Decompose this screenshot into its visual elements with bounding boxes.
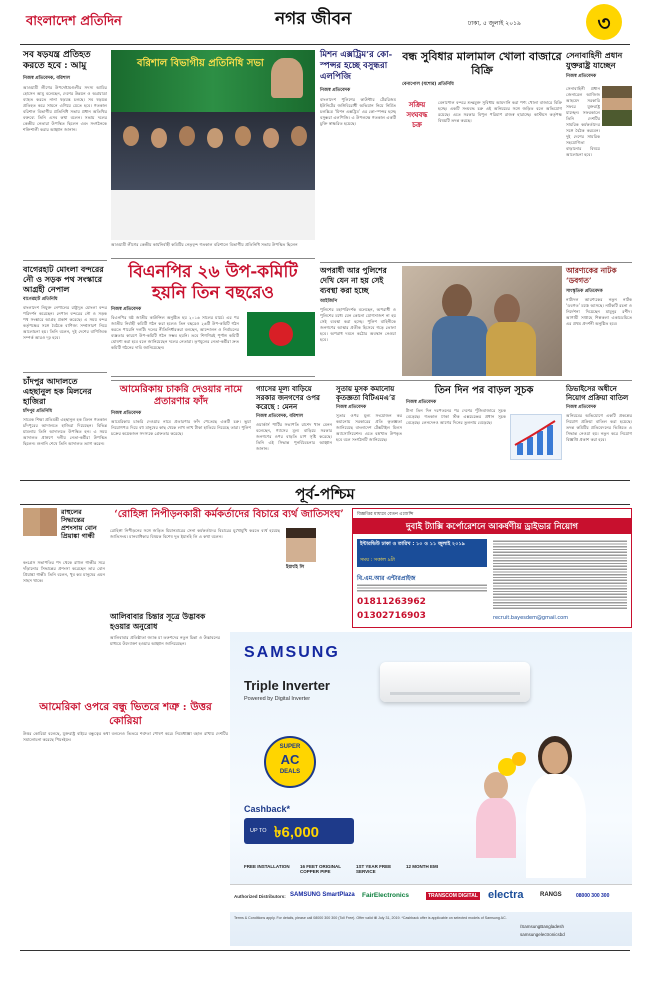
story-byline: নিজস্ব প্রতিবেদক bbox=[111, 307, 142, 312]
story-rohingya bbox=[110, 508, 348, 608]
story-headline: ডিভাইসের অধীনে নিয়োগ প্রক্রিয়া বাতিল bbox=[566, 384, 629, 402]
story-byline: নিজস্ব প্রতিবেদক bbox=[406, 400, 437, 405]
story-amu bbox=[23, 50, 107, 255]
dealer-electra: electra bbox=[488, 889, 524, 901]
offer-copper-pipe: 16 FEET ORIGINAL COPPER PIPE bbox=[300, 864, 341, 874]
story-btma bbox=[336, 384, 402, 474]
story-byline: সাংস্কৃতিক প্রতিবেদক bbox=[566, 289, 603, 294]
story-headline: গ্যাসের মূল্য বাড়িয়ে সরকার জনগণের ওপর করেছে : মেনন bbox=[256, 384, 320, 411]
family-graphic bbox=[458, 728, 628, 878]
story-body: উত্তর কোরিয়া বলেছে, যুক্তরাষ্ট্র বাইরে বন্ধুত্বের কথা বললেও ভিতরে শত্রুতা পোষণ করে। নিষেধাজ্ঞা বহাল রাখায় দেশটির সমালোচনা করেছে পিয়ংইয়ং। bbox=[23, 731, 228, 742]
story-aranyak bbox=[566, 266, 632, 378]
ad-samsung bbox=[230, 632, 632, 946]
story-body: বিএনপির ষষ্ঠ জাতীয় কাউন্সিল অনুষ্ঠিত হয় ২০১৬ সালের মার্চে। এর পর জাতীয় নির্বাহী কমিটি গঠন করা হলেও তিন বছরেও ২৬টি উপ-কমিটি গঠন করতে পারেনি দলটি। দলের নীতিনির্ধারকরা বলছেন, আন্দোলন ও নির্বাচনের ব্যস্ততার কারণে উপ-কমিটি গঠন সম্ভব হয়নি। তবে শিগগিরই পূর্ণাঙ্গ কমিটি ঘোষণা করা হবে বলে জানিয়েছেন দলের নেতারা। তৃণমূলের নেতা-কর্মীরা দ্রুত কমিটি গঠনের দাবি জানিয়েছেন। bbox=[111, 315, 239, 350]
dealers-label: Authorized Distributors: bbox=[234, 894, 286, 899]
dealer-transcom: TRANSCOM DIGITAL bbox=[428, 893, 478, 899]
story-byline: চাঁদপুর প্রতিনিধি bbox=[23, 409, 52, 414]
story-byline: নিজস্ব প্রতিবেদক, বরিশাল bbox=[256, 414, 304, 419]
story-body: আলিবাবার প্রতিষ্ঠাতা জ্যাক মা তরুণদের নতুন চিন্তা ও উদ্ভাবনের মাধ্যমে উদ্যোক্তা হওয়ার আহ্বান জানিয়েছেন। bbox=[110, 635, 220, 646]
story-headline: সব ষড়যন্ত্র প্রতিহত করতে হবে : আমু bbox=[23, 50, 91, 71]
story-mission-extreme bbox=[320, 50, 396, 260]
story-body: পুলিশের মহাপরিদর্শক বলেছেন, অপরাধী ও পুলিশের মধ্যে যেন কোনো যোগসাজশ না হয় সেই ব্যবস্থা করা হচ্ছে। পুলিশ বাহিনীকে জনগণের আস্থার প্রতীক হিসেবে গড়ে তোলা হবে। অপরাধ দমনে কঠোর অবস্থান নেওয়া হবে। bbox=[320, 307, 396, 342]
story-mongla bbox=[23, 264, 107, 369]
ad-dates: ইন্টারভিউ ঢাকা ও তারিখ : ১০ ও ১১ জুলাই ২০১৯ bbox=[360, 541, 465, 547]
page-number: ৩ bbox=[597, 11, 611, 35]
story-rahul-priyanka bbox=[23, 508, 105, 698]
story-chandpur bbox=[23, 376, 107, 476]
paper-logo: বাংলাদেশ প্রতিদিন bbox=[26, 14, 122, 29]
story-byline: বেনাপোল (যশোর) প্রতিনিধি bbox=[402, 82, 454, 87]
story-body: সুতার ওপর মূল্য সংযোজন কর কমানোয় সরকারের প্রতি কৃতজ্ঞতা জানিয়েছে বাংলাদেশ টেক্সটাইল মিলস অ্যাসোসিয়েশন। এতে বস্ত্রখাত উপকৃত হবে বলে সংগঠনটি জানিয়েছে। bbox=[336, 413, 402, 442]
offer-emi: 12 MONTH EMI bbox=[406, 864, 439, 869]
story-body: ওয়ার্কার্স পার্টির সভাপতি রাশেদ খান মেনন বলেছেন, গ্যাসের মূল্য বাড়িয়ে সরকার জনগণের ওপর বাড়তি চাপ সৃষ্টি করেছে। তিনি এই সিদ্ধান্ত পুনর্বিবেচনার আহ্বান জানান। bbox=[256, 422, 332, 451]
banner-portrait bbox=[271, 58, 303, 98]
ad-phone-1: 01811263962 bbox=[357, 597, 426, 607]
dealer-smartplaza: SAMSUNG SmartPlaza bbox=[290, 892, 355, 898]
story-body: নাট্যদল আরণ্যকের নতুন নাটক ‘ডবগত’ মঞ্চে আসছে। নাটকটি রচনা ও নির্দেশনা দিয়েছেন মামুনুর রশীদ। আগামী সপ্তাহে শিল্পকলা একাডেমিতে এর প্রথম প্রদর্শনী অনুষ্ঠিত হবে। bbox=[566, 297, 632, 326]
ad-dubai-taxi-job bbox=[352, 508, 632, 628]
story-headline: আলিবাবার চিন্তার সূত্রে উদ্ভাবক হওয়ার অনুরোধ bbox=[110, 612, 206, 631]
dealer-fair: FairElectronics bbox=[362, 892, 409, 899]
story-headline: মিশন এক্সট্রিম’র কো-স্পন্সর হচ্ছে বসুন্ধরা এলপিজি bbox=[320, 50, 393, 82]
story-north-korea bbox=[23, 700, 228, 800]
story-headline: বাগেরহাট মোংলা বন্দরের নৌ ও সড়ক পথ সংস্কারে আগ্রহী নেপাল bbox=[23, 264, 104, 294]
story-byline: নিজস্ব প্রতিবেদক bbox=[566, 74, 597, 79]
ac-unit-graphic bbox=[380, 662, 530, 702]
cashback-value: ৳6,000 bbox=[274, 824, 320, 841]
badge-line-2: AC bbox=[280, 752, 300, 767]
story-headline: রাহুলের সিদ্ধান্তের প্রশংসায় বোন প্রিয়াঙ্কা গান্ধী bbox=[61, 508, 97, 540]
samsung-logo: SAMSUNG bbox=[244, 644, 340, 661]
offer-free-service: 1ST YEAR FREE SERVICE bbox=[356, 864, 392, 874]
story-body: টানা তিন দিন দরপতনের পর দেশের পুঁজিবাজারে সূচক বেড়েছে। গতকাল ঢাকা স্টক এক্সচেঞ্জের প্রধান সূচক বেড়েছে। লেনদেনও আগের দিনের তুলনায় বেড়েছে। bbox=[406, 408, 506, 425]
story-body: সেনাবাহিনী প্রধান জেনারেল আজিজ আহমেদ সরকারি সফরে যুক্তরাষ্ট্র যাচ্ছেন। সফরকালে তিনি দেশটির সামরিক কর্মকর্তাদের সঙ্গে বৈঠক করবেন। দুই দেশের সামরিক সহযোগিতা বাড়ানোর বিষয়ে আলোচনা হবে। bbox=[566, 86, 600, 157]
masthead bbox=[0, 0, 650, 44]
terms-text: Terms & Conditions apply. For details, please call 08000 300 300 (Toll Free). Offer valid till July 31, 2019. *Cashback offer is applicable on selected models of Samsung AC. bbox=[234, 916, 507, 920]
story-body: আওয়ামী লীগের উপদেষ্টামণ্ডলীর সদস্য আমির হোসেন আমু বলেছেন, দেশের উন্নয়ন ও অগ্রযাত্রা ব্যাহত করতে নানা ষড়যন্ত্র চলছে। সব ষড়যন্ত্র প্রতিহত করে সামনে এগিয়ে যেতে হবে। গতকাল বরিশাল বিভাগীয় প্রতিনিধি সভায় প্রধান অতিথির বক্তব্যে তিনি এসব কথা বলেন। সভায় দলের কেন্দ্রীয় নেতারা উপস্থিত ছিলেন এবং সংগঠনকে শক্তিশালী করার আহ্বান জানান। bbox=[23, 85, 107, 132]
story-body: সাবেক শিক্ষা প্রতিমন্ত্রী এহছানুল হক মিলন গতকাল চাঁদপুরের আদালতে হাজিরা দিয়েছেন। বিভিন্ন মামলায় তিনি আদালতে উপস্থিত হন। এ সময় আদালত প্রাঙ্গণে দলীয় নেতা-কর্মীরা উপস্থিত ছিলেন। শুনানি শেষে তিনি আদালত ত্যাগ করেন। bbox=[23, 417, 107, 446]
story-alibaba bbox=[110, 612, 220, 692]
table-cloth bbox=[111, 190, 315, 240]
story-body: রোহিঙ্গা নিপীড়নের সঙ্গে জড়িত মিয়ানমারের সেনা কর্মকর্তাদের বিচারের মুখোমুখি করতে ব্যর্থ হয়েছে জাতিসংঘ। মানবাধিকার বিষয়ক বিশেষ দূত ইয়াংহি লি এ কথা বলেন। bbox=[110, 528, 280, 539]
ad-title: দুবাই ট্যাক্সি কর্পোরেশনে আকর্ষণীয় ড্রাইভার নিয়োগ bbox=[405, 522, 578, 532]
chart-arrow-icon bbox=[511, 415, 561, 459]
product-tagline: Powered by Digital Inverter bbox=[244, 696, 311, 702]
dealer-rangs: RANGS bbox=[540, 892, 562, 898]
story-byline: নিজস্ব প্রতিবেদক bbox=[111, 411, 142, 416]
story-benapole bbox=[402, 50, 562, 260]
story-headline: আরণ্যকের নাটক ‘ডবগত’ bbox=[566, 266, 617, 285]
story-recruitment-cancel bbox=[566, 384, 632, 474]
story-headline: ‘রোহিঙ্গা নিপীড়নকারী কর্মকর্তাদের বিচারে ব্যর্থ জাতিসংঘ’ bbox=[114, 509, 344, 520]
banner-text: বরিশাল বিভাগীয় প্রতিনিধি সভা bbox=[137, 58, 264, 69]
cashback-label: Cashback* bbox=[244, 804, 291, 814]
date-line: ঢাকা, ৫ জুলাই ২০১৯ bbox=[468, 20, 521, 27]
story-byline: নিজস্ব প্রতিবেদক bbox=[566, 405, 597, 410]
story-byline: নিজস্ব প্রতিবেদক, বরিশাল bbox=[23, 76, 71, 81]
story-byline: নিজস্ব প্রতিবেদক bbox=[336, 405, 367, 410]
army-chief-portrait bbox=[602, 86, 632, 126]
product-name: Triple Inverter bbox=[244, 678, 330, 693]
story-igp bbox=[320, 266, 396, 378]
ad-time: সময় : সকাল ৯টা bbox=[360, 557, 395, 563]
photo-caption: আওয়ামী লীগের কেন্দ্রীয় কার্যনির্বাহী কমিটির নেতৃবৃন্দ গতকাল বরিশালে বিভাগীয় প্রতিনিধি সভায় উপস্থিত ছিলেন bbox=[111, 242, 298, 247]
social-facebook: /SamsungBangladesh bbox=[520, 924, 565, 929]
story-stock-index bbox=[406, 384, 562, 474]
story-menon bbox=[256, 384, 332, 474]
story-byline: আইজিপি bbox=[320, 299, 338, 304]
story-army-chief bbox=[566, 50, 632, 260]
social-instagram: samsungelectronicsbd bbox=[520, 932, 565, 937]
story-byline: নিজস্ব প্রতিবেদক bbox=[320, 88, 351, 93]
section-title: নগর জীবন bbox=[275, 9, 352, 29]
story-sidebar-kicker: সক্রিয় সংঘবদ্ধ চক্র bbox=[406, 100, 428, 129]
ad-phone-2: 01302716903 bbox=[357, 611, 426, 621]
story-bnp bbox=[111, 262, 315, 374]
badge-line-3: DEALS bbox=[279, 769, 301, 775]
badge-line-1: SUPER bbox=[279, 744, 301, 750]
story-body: অনিয়মের অভিযোগে একটি প্রকল্পের নিয়োগ প্রক্রিয়া বাতিল করা হয়েছে। তদন্ত কমিটির প্রতিবেদনের ভিত্তিতে এ সিদ্ধান্ত নেওয়া হয়। নতুন করে নিয়োগ বিজ্ঞপ্তি প্রকাশ করা হবে। bbox=[566, 413, 632, 442]
story-headline: সেনাবাহিনী প্রধান যুক্তরাষ্ট্র যাচ্ছেন bbox=[566, 50, 623, 70]
ad-company: বি.এম.আর এন্টারপ্রাইজ bbox=[357, 575, 416, 582]
story-body: বেনাপোল বন্দরে শুল্কমুক্ত সুবিধায় আমদানি করা পণ্য খোলা বাজারে বিক্রি হচ্ছে। একটি সংঘবদ্ধ চক্র এই অনিয়মের সঙ্গে জড়িত বলে অভিযোগ রয়েছে। এতে সরকার বিপুল পরিমাণ রাজস্ব হারাচ্ছে। কাস্টমস কর্তৃপক্ষ বিষয়টি তদন্ত করছে। bbox=[438, 100, 562, 123]
cashback-prefix: UP TO bbox=[250, 828, 267, 834]
ad-email: recruit.bayesdem@gmail.com bbox=[493, 615, 569, 621]
offer-free-installation: FREE INSTALLATION bbox=[244, 864, 290, 869]
photo-drama-scene bbox=[402, 266, 562, 376]
photo-person-name: ইয়াংহি লি bbox=[286, 565, 305, 570]
photo-yanghee-lee bbox=[286, 528, 316, 562]
story-headline: আমেরিকা ওপরে বন্ধু ভিতরে শত্রু : উত্তর কোরিয়া bbox=[39, 701, 212, 727]
photo-rahul-priyanka bbox=[23, 508, 57, 536]
story-headline: বন্ধ সুবিধার মালামাল খোলা বাজারে বিক্রি bbox=[402, 50, 562, 77]
story-body: আমেরিকায় চাকরি দেওয়ার নামে প্রতারণার ফাঁদ পেতেছে একটি চক্র। ভুয়া নিয়োগপত্র দিয়ে বহু মানুষের কাছ থেকে লাখ লাখ টাকা হাতিয়ে নিয়েছে তারা। পুলিশ চক্রের কয়েকজন সদস্যকে গ্রেফতার করেছে। bbox=[111, 419, 251, 436]
section2-title: পূর্ব-পশ্চিম bbox=[295, 485, 355, 503]
seated-leaders bbox=[111, 112, 315, 202]
story-headline: বিএনপির ২৬ উপ-কমিটি হয়নি তিন বছরেও bbox=[128, 262, 298, 303]
hotline: 08000 300 300 bbox=[576, 893, 610, 899]
ad-requirements bbox=[493, 539, 627, 609]
story-byline: বাগেরহাট প্রতিনিধি bbox=[23, 297, 58, 302]
story-headline: অপরাধী আর পুলিশের দেখি যেন না হয় সেই ব্যবস্থা করা হচ্ছে bbox=[320, 266, 387, 295]
story-body: বাংলাদেশ নিযুক্ত নেপালের রাষ্ট্রদূত মোংলা বন্দর পরিদর্শন করেছেন। নেপাল বন্দরের নৌ ও সড়ক পথ সংস্কারে আগ্রহ প্রকাশ করেছে। এ সময় বন্দর কর্তৃপক্ষের সঙ্গে বৈঠকে বাণিজ্য সম্প্রসারণ নিয়ে আলোচনা হয়। তিনি বলেন, দুই দেশের বাণিজ্যিক সম্পর্ক আরও দৃঢ় হবে। bbox=[23, 305, 107, 340]
story-body: বাংলাদেশ পুলিশের কাউন্টার টেররিজম ইউনিটের জঙ্গিবিরোধী অভিযান নিয়ে নির্মিত চলচ্চিত্র ‘মিশন এক্সট্রিম’ এর কো-স্পন্সর হচ্ছে বসুন্ধরা এলপিজি। এ উপলক্ষে গতকাল একটি চুক্তি স্বাক্ষরিত হয়েছে। bbox=[320, 97, 396, 126]
story-america-job bbox=[111, 384, 251, 474]
bnp-flag bbox=[247, 312, 315, 356]
story-headline: তিন দিন পর বাড়ল সূচক bbox=[434, 385, 534, 396]
story-headline: আমেরিকায় চাকরি দেওয়ার নামে প্রতারণার ফাঁদ bbox=[119, 384, 243, 407]
story-headline: সুতায় মুসক কমানোয় কৃতজ্ঞতা বিটিএমএ’র bbox=[336, 384, 396, 402]
photo-barishal-meeting bbox=[111, 50, 315, 240]
index-chart-graphic bbox=[510, 414, 562, 460]
story-body: কংগ্রেস সভাপতির পদ থেকে রাহুল গান্ধীর সরে দাঁড়ানোর সিদ্ধান্তের প্রশংসা করেছেন তার বোন প্রিয়াঙ্কা গান্ধী। তিনি বলেন, খুব কম মানুষের এমন সাহস থাকে। bbox=[23, 560, 105, 583]
ad-top-line: বিজ্ঞপ্তির মাধ্যমে বেতন এজেন্সি bbox=[357, 512, 414, 517]
story-headline: চাঁদপুর আদালতে এহছানুল হক মিলনের হাজিরা bbox=[23, 376, 92, 406]
